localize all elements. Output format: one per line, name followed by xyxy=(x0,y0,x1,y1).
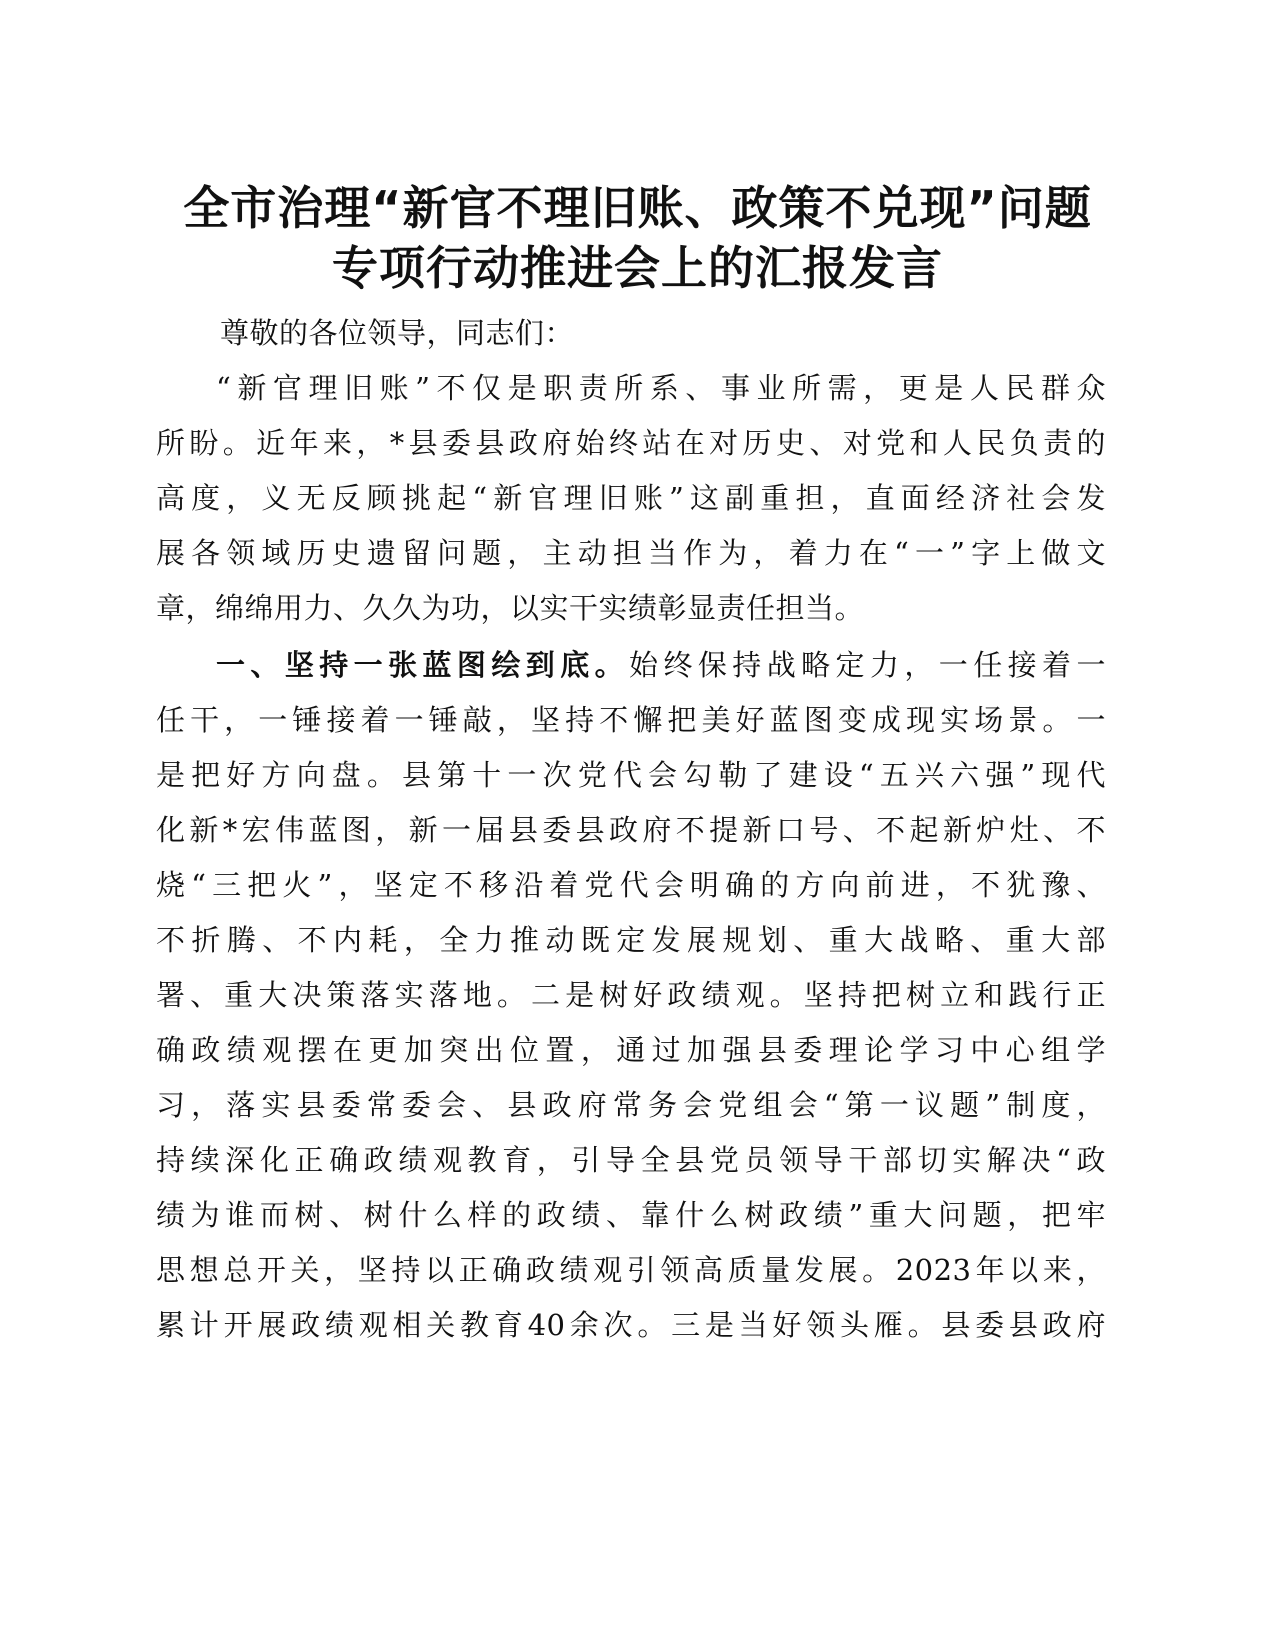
body-line: 确政绩观摆在更加突出位置，通过加强县委理论学习中心组学 xyxy=(156,1033,1106,1067)
body-line: 习，落实县委常委会、县政府常务会党组会“第一议题”制度， xyxy=(156,1088,1106,1122)
body-line: 烧“三把火”，坚定不移沿着党代会明确的方向前进，不犹豫、 xyxy=(156,868,1106,902)
body-line: 思想总开关，坚持以正确政绩观引领高质量发展。2023年以来， xyxy=(156,1253,1106,1287)
document-title-line-1: 全市治理“新官不理旧账、政策不兑现”问题 xyxy=(183,181,1092,235)
intro-line: “新官理旧账”不仅是职责所系、事业所需，更是人民群众 xyxy=(216,371,1106,405)
section-1-heading: 一、坚持一张蓝图绘到底。 xyxy=(216,648,630,682)
intro-line: 展各领域历史遗留问题，主动担当作为，着力在“一”字上做文 xyxy=(156,536,1106,570)
body-line: 化新*宏伟蓝图，新一届县委县政府不提新口号、不起新炉灶、不 xyxy=(156,813,1106,847)
section-1-text: 始终保持战略定力，一任接着一 xyxy=(629,648,1106,682)
section-1-first-line xyxy=(216,645,1106,685)
body-line: 任干，一锤接着一锤敲，坚持不懈把美好蓝图变成现实场景。一 xyxy=(156,703,1106,737)
document-title-line-2: 专项行动推进会上的汇报发言 xyxy=(332,241,943,295)
intro-line: 章，绵绵用力、久久为功，以实干实绩彰显责任担当。 xyxy=(156,591,865,625)
body-line: 是把好方向盘。县第十一次党代会勾勒了建设“五兴六强”现代 xyxy=(156,758,1106,792)
body-line: 累计开展政绩观相关教育40余次。三是当好领头雁。县委县政府 xyxy=(156,1308,1106,1342)
body-line: 不折腾、不内耗，全力推动既定发展规划、重大战略、重大部 xyxy=(156,923,1106,957)
body-line: 绩为谁而树、树什么样的政绩、靠什么树政绩”重大问题，把牢 xyxy=(156,1198,1106,1232)
intro-line: 高度，义无反顾挑起“新官理旧账”这副重担，直面经济社会发 xyxy=(156,481,1106,515)
salutation: 尊敬的各位领导，同志们： xyxy=(220,316,575,350)
body-line: 持续深化正确政绩观教育，引导全县党员领导干部切实解决“政 xyxy=(156,1143,1106,1177)
intro-line: 所盼。近年来，*县委县政府始终站在对历史、对党和人民负责的 xyxy=(156,426,1106,460)
body-line: 署、重大决策落实落地。二是树好政绩观。坚持把树立和践行正 xyxy=(156,978,1106,1012)
